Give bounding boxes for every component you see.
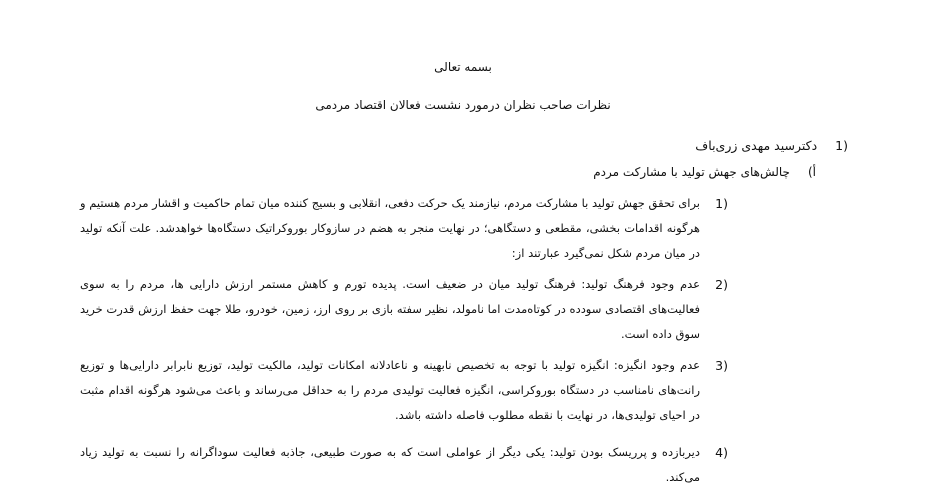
point-text: عدم وجود انگیزه: انگیزه تولید با توجه به تخصیص نابهینه و ناعادلانه امکانات تولید، مالکیت تولید، توزیع نابرابر دارایی‌ها و توزیع رانت‌های نامناسب در دستگاه بوروکراسی، انگیزه فعالیت تولیدی مردم را به حداقل می‌رساند و باعث می‌شود هرگونه اقدام مثبت در احیای تولیدی‌ها، در نهایت با نقطه مطلوب فاصله داشته باشد. (80, 358, 700, 422)
point-text: عدم وجود فرهنگ تولید: فرهنگ تولید میان در ضعیف است. پدیده تورم و کاهش مستمر ارزش دارایی ها، مردم را به سوی فعالیت‌های اقتصادی سودده در کوتاه‌مدت اما نامولد، نظیر سفته بازی بر روی ارز، زمین، خودرو، طلا جهت حفظ ارزش قدرت خرید سوق داده است. (80, 277, 700, 341)
document-title: نظرات صاحب نظران درمورد نشست فعالان اقتصاد مردمی (315, 98, 611, 112)
section-letter: أ) (807, 165, 816, 179)
speaker-name: دکترسید مهدی زری‌باف (695, 138, 818, 153)
point-text: برای تحقق جهش تولید با مشارکت مردم، نیازمند یک حرکت دفعی، انقلابی و بسیج کننده میان تمام حاکمیت و اقشار مردم هستیم و هرگونه اقدامات بخشی، مقطعی و دستگاهی؛ در نهایت منجر به هضم در سازوکار بوروکراتیک دستگاه‌ها خواهدشد. علت آنکه تولید در میان مردم شکل نمی‌گیرد عبارتند از: (80, 196, 700, 260)
speaker-item (695, 138, 848, 153)
point-number: 4) (715, 445, 728, 460)
point-number: 1) (715, 196, 728, 211)
section-heading (593, 165, 816, 179)
point-number: 2) (715, 277, 728, 292)
section-title: چالش‌های جهش تولید با مشارکت مردم (593, 165, 790, 179)
basmala-heading: بسمه تعالی (434, 60, 492, 74)
point-number: 3) (715, 358, 728, 373)
speaker-number: 1) (835, 138, 848, 153)
point-text: دیربازده و پرریسک بودن تولید: یکی دیگر از عواملی است که به صورت طبیعی، جاذبه فعالیت سوداگرانه را نسبت به تولید زیاد می‌کند. (80, 445, 700, 484)
